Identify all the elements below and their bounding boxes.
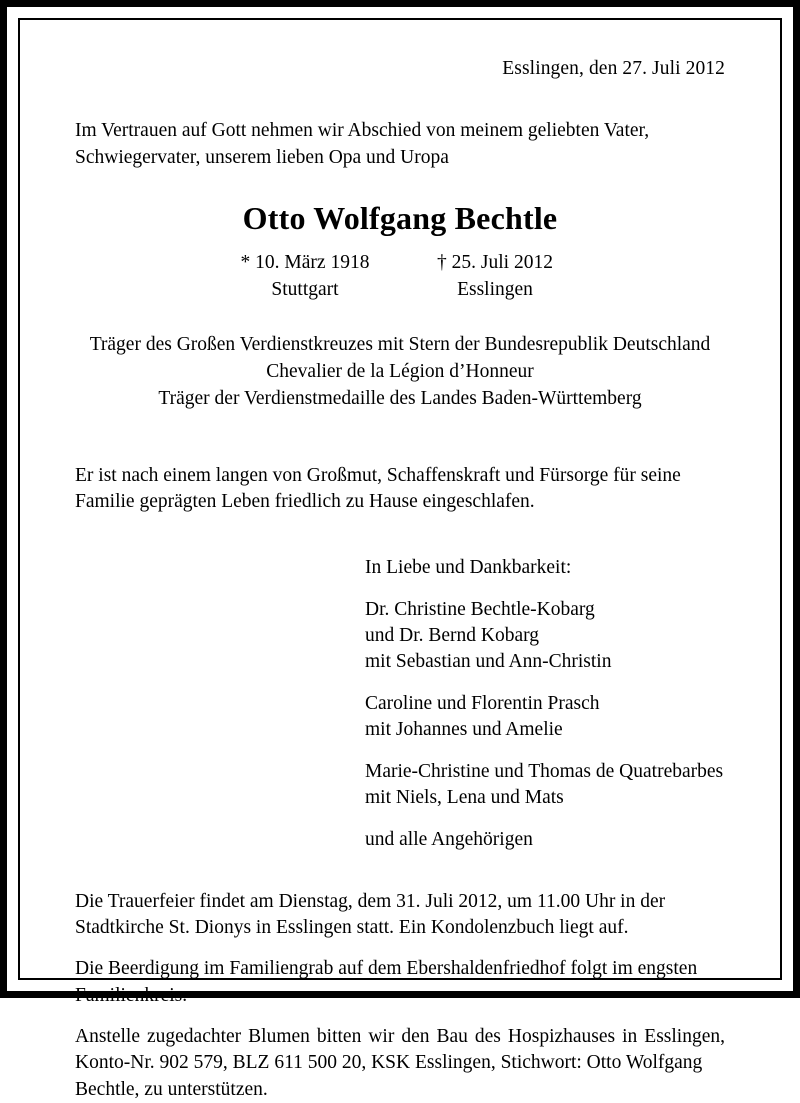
closing-last-line: Stadtkirche St. Dionys in Esslingen statt. Ein Kondolenzbuch liegt auf. bbox=[75, 916, 629, 938]
life-dates bbox=[75, 250, 725, 303]
birth-block bbox=[210, 250, 400, 303]
death-block bbox=[400, 250, 590, 303]
closing-paragraph bbox=[75, 1024, 725, 1103]
death-place: Esslingen bbox=[457, 278, 533, 300]
closing-last-line: Familienkreis. bbox=[75, 984, 188, 1006]
survivor-line: Marie-Christine und Thomas de Quatrebarbes bbox=[365, 760, 724, 782]
closing-body: Anstelle zugedachter Blumen bitten wir den Bau des Hospizhauses in Esslingen, Konto-Nr. 902 579, BLZ 611 500 20, KSK Esslingen, Stichwort: Otto Wolfgang bbox=[75, 1025, 725, 1074]
eulogy-line-1: Er ist nach einem langen von Großmut, Schaffenskraft und Fürsorge für seine bbox=[75, 464, 681, 486]
eulogy-paragraph bbox=[75, 463, 725, 516]
honor-line-3: Träger der Verdienstmedaille des Landes Baden-Württemberg bbox=[158, 388, 642, 410]
closing-body: Die Beerdigung im Familiengrab auf dem Ebershaldenfriedhof folgt im engsten bbox=[75, 958, 698, 980]
closing-body: Die Trauerfeier findet am Dienstag, dem 31. Juli 2012, um 11.00 Uhr in der bbox=[75, 890, 666, 912]
survivor-group bbox=[365, 827, 725, 853]
notice-border-gap bbox=[7, 7, 793, 1100]
closing-paragraph bbox=[75, 956, 725, 1009]
closing-block bbox=[75, 889, 725, 1103]
dateline: Esslingen, den 27. Juli 2012 bbox=[502, 58, 725, 79]
birth-date: * 10. März 1918 bbox=[240, 252, 370, 274]
survivors-block bbox=[75, 555, 725, 852]
survivor-line: mit Johannes und Amelie bbox=[365, 718, 563, 740]
survivor-group bbox=[365, 691, 725, 743]
intro-line-2: Schwiegervater, unserem lieben Opa und Uropa bbox=[75, 146, 449, 168]
closing-paragraph bbox=[75, 889, 725, 942]
survivor-group bbox=[365, 597, 725, 675]
honor-line-2: Chevalier de la Légion d’Honneur bbox=[266, 361, 534, 383]
honor-line-1: Träger des Großen Verdienstkreuzes mit Stern der Bundesrepublik Deutschland bbox=[89, 333, 711, 355]
death-date: † 25. Juli 2012 bbox=[437, 252, 553, 274]
survivor-line: mit Sebastian und Ann-Christin bbox=[365, 651, 612, 673]
survivor-line: Caroline und Florentin Prasch bbox=[365, 693, 600, 715]
notice-inner-border bbox=[18, 18, 782, 1100]
intro-paragraph bbox=[75, 118, 725, 171]
intro-line-1: Im Vertrauen auf Gott nehmen wir Abschied von meinem geliebten Vater, bbox=[75, 120, 650, 142]
notice-content bbox=[33, 33, 767, 1100]
survivors-heading: In Liebe und Dankbarkeit: bbox=[365, 557, 572, 579]
closing-last-line: Bechtle, zu unterstützen. bbox=[75, 1078, 268, 1100]
birth-place: Stuttgart bbox=[271, 278, 339, 300]
honors-list bbox=[75, 331, 725, 413]
survivor-group bbox=[365, 759, 725, 811]
eulogy-line-2: Familie geprägten Leben friedlich zu Hause eingeschlafen. bbox=[75, 491, 535, 513]
survivor-line: mit Niels, Lena und Mats bbox=[365, 786, 564, 808]
deceased-name: Otto Wolfgang Bechtle bbox=[242, 200, 558, 237]
survivor-line: und Dr. Bernd Kobarg bbox=[365, 625, 540, 647]
survivor-line: und alle Angehörigen bbox=[365, 828, 533, 850]
survivor-line: Dr. Christine Bechtle-Kobarg bbox=[365, 599, 595, 621]
